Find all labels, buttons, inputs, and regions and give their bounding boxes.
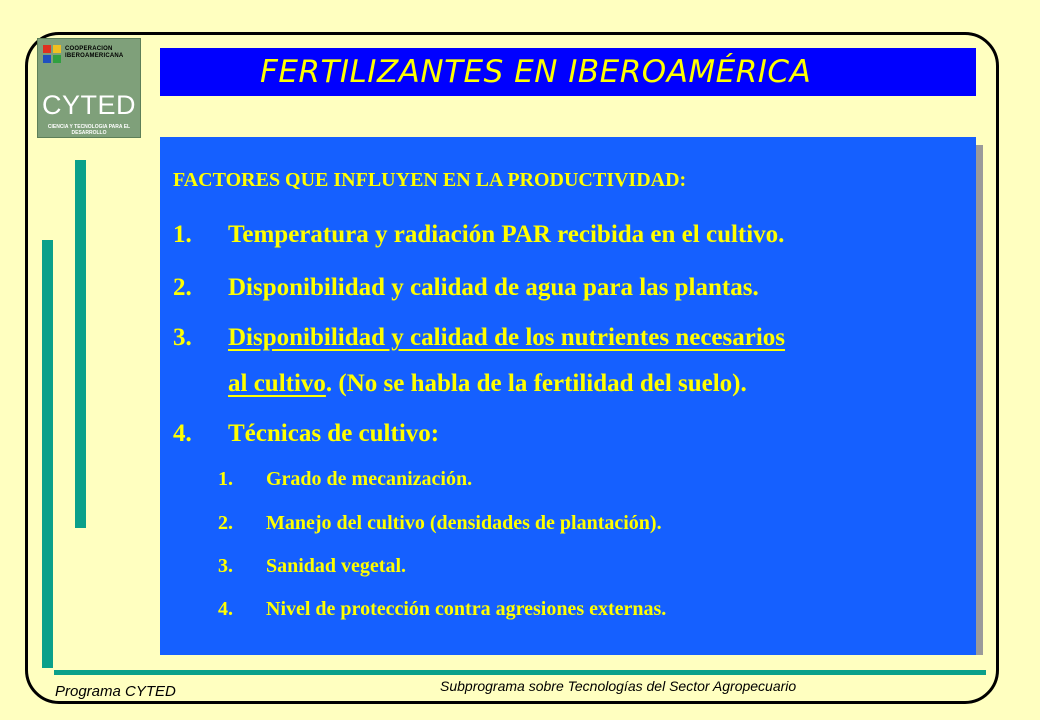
decorative-bar-1 [75, 160, 86, 528]
sub-list-item-text: Sanidad vegetal. [266, 555, 407, 577]
sub-list-item-text: Manejo del cultivo (densidades de plantación). [266, 512, 662, 534]
sub-list-item-text: Grado de mecanización. [266, 468, 473, 490]
logo-tagline: CIENCIA Y TECNOLOGIA PARA EL DESARROLLO [47, 124, 131, 136]
content-panel [160, 137, 976, 655]
logo-line-1: COOPERACION [65, 46, 113, 52]
footer-program: Programa CYTED [55, 683, 176, 700]
sub-list-item-number: 4. [218, 598, 233, 620]
title-bar [160, 48, 976, 96]
list-item-number: 1. [173, 221, 192, 248]
logo-line-2: IBEROAMERICANA [65, 53, 124, 59]
logo-text [65, 46, 125, 60]
decorative-bar-2 [42, 240, 53, 668]
panel-heading: FACTORES QUE INFLUYEN EN LA PRODUCTIVIDAD: [173, 169, 687, 191]
list-item-text-underlined: Disponibilidad y calidad de los nutrientes necesarios [228, 324, 786, 351]
sub-list-item-text: Nivel de protección contra agresiones externas. [266, 598, 667, 620]
cooperation-logo-icon [41, 43, 63, 65]
list-item-number: 3. [173, 324, 192, 351]
sub-list-item-number: 2. [218, 512, 233, 534]
cyted-logo [37, 38, 141, 138]
sub-list-item-number: 3. [218, 555, 233, 577]
slide-title: FERTILIZANTES EN IBEROAMÉRICA [260, 54, 812, 90]
list-item-text-underlined: al cultivo [228, 370, 326, 397]
list-item-number: 4. [173, 420, 192, 447]
list-item-text: Temperatura y radiación PAR recibida en el cultivo. [228, 221, 785, 248]
footer-subprogram: Subprograma sobre Tecnologías del Sector Agropecuario [440, 678, 797, 694]
logo-brand: CYTED [41, 90, 136, 120]
list-item-text: Técnicas de cultivo: [228, 420, 440, 447]
sub-list-item-number: 1. [218, 468, 233, 490]
list-item-text [228, 361, 747, 406]
footer-divider [54, 670, 986, 675]
list-item-text-rest: . (No se habla de la fertilidad del suelo). [325, 370, 747, 397]
list-item-text: Disponibilidad y calidad de agua para las plantas. [228, 274, 759, 301]
list-item-number: 2. [173, 274, 192, 301]
